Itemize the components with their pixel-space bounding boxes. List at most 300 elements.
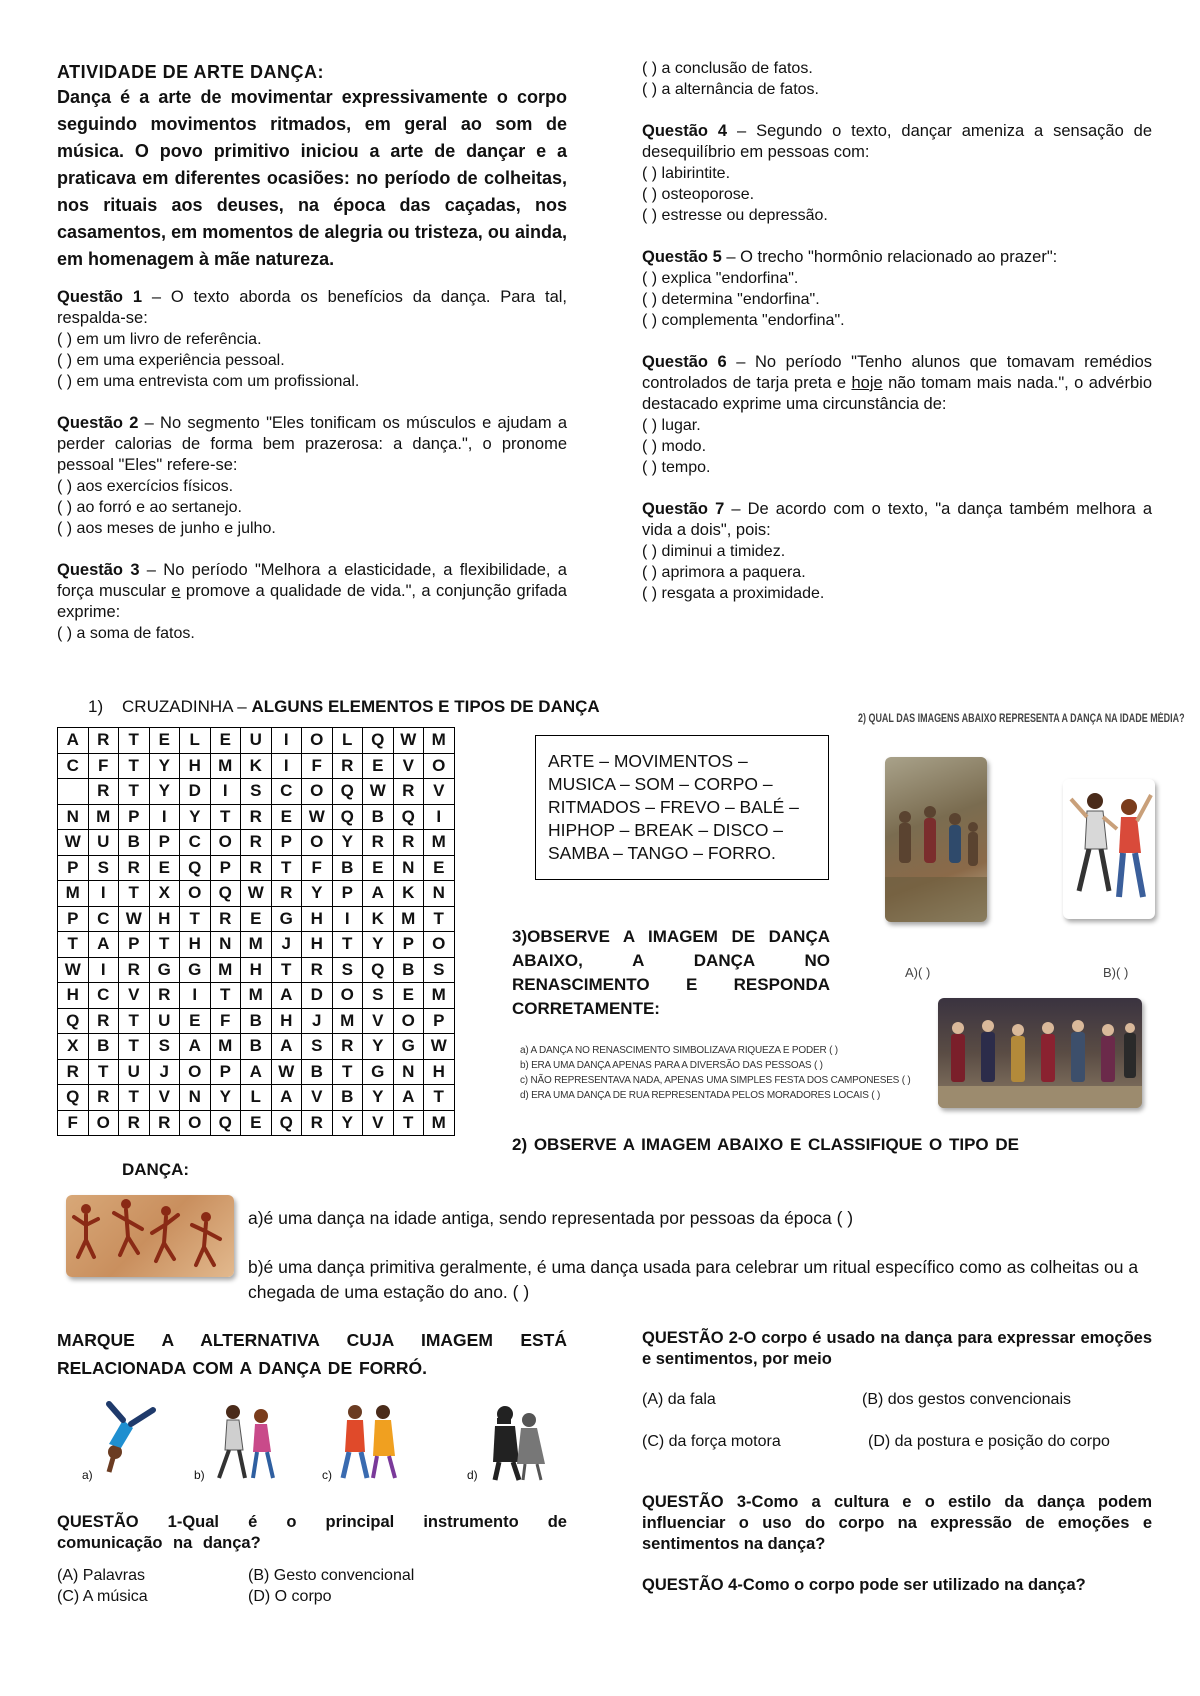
grid-cell[interactable]: E [241,906,272,932]
grid-cell[interactable]: C [88,983,119,1009]
grid-cell[interactable]: I [424,804,455,830]
grid-cell[interactable]: R [332,1034,363,1060]
grid-cell[interactable]: C [88,906,119,932]
medieval-question-heading: 2) QUAL DAS IMAGENS ABAIXO REPRESENTA A DANÇA NA IDADE MÉDIA? [858,713,1185,725]
grid-cell[interactable]: S [302,1034,333,1060]
grid-cell[interactable]: Y [180,804,211,830]
option[interactable]: ( ) explica "endorfina". [642,270,799,287]
grid-cell[interactable]: Y [332,830,363,856]
grid-cell[interactable]: I [210,779,241,805]
grid-cell[interactable]: T [210,983,241,1009]
grid-cell[interactable]: W [58,957,89,983]
grid-cell[interactable]: P [424,1008,455,1034]
tango-couple-icon [475,1400,555,1482]
grid-row [58,830,455,856]
grid-cell[interactable]: X [149,881,180,907]
bottom-question-3: QUESTÃO 3-Como a cultura e o estilo da dança podem influenciar o uso do corpo na expressão de emoções e sentimentos na dança? [642,1493,1152,1553]
renaissance-painting-image [938,998,1142,1108]
grid-cell[interactable]: T [119,753,150,779]
option[interactable]: ( ) em uma entrevista com um profissional. [57,373,360,390]
grid-cell[interactable]: J [271,932,302,958]
grid-cell[interactable]: Q [363,957,394,983]
grid-cell[interactable]: E [363,753,394,779]
grid-cell[interactable]: U [149,1008,180,1034]
grid-cell[interactable]: D [180,779,211,805]
forro-label-a[interactable]: a) [82,1468,93,1482]
grid-cell[interactable]: R [241,804,272,830]
grid-cell[interactable]: R [393,830,424,856]
grid-cell[interactable]: T [271,957,302,983]
grid-cell[interactable]: H [149,906,180,932]
grid-cell[interactable]: E [363,855,394,881]
left-column [57,60,567,644]
grid-cell[interactable]: V [424,779,455,805]
option[interactable]: ( ) aos meses de junho e julho. [57,520,276,537]
grid-cell[interactable]: Y [363,932,394,958]
grid-cell[interactable]: N [393,1059,424,1085]
grid-cell[interactable]: G [393,1034,424,1060]
grid-cell[interactable]: T [119,779,150,805]
grid-cell[interactable]: T [119,728,150,754]
grid-cell[interactable]: M [88,804,119,830]
option[interactable]: ( ) ao forró e ao sertanejo. [57,499,242,516]
grid-cell[interactable]: E [241,1110,272,1136]
modern-dance-image [1063,779,1155,919]
option[interactable]: ( ) estresse ou depressão. [642,207,828,224]
bq2-option-a[interactable]: (A) da fala [642,1391,716,1408]
grid-cell[interactable]: Q [393,804,424,830]
grid-cell[interactable]: T [119,1085,150,1111]
grid-cell[interactable]: F [58,1110,89,1136]
grid-cell[interactable]: E [271,804,302,830]
grid-cell[interactable]: D [302,983,333,1009]
grid-cell[interactable]: R [88,1085,119,1111]
grid-cell[interactable]: I [180,983,211,1009]
grid-cell[interactable]: P [393,932,424,958]
grid-cell[interactable]: B [241,1034,272,1060]
intro-text: Dança é a arte de movimentar expressivamente o corpo seguindo movimentos ritmados, em geral ao som de música. O povo primitivo iniciou a arte de dançar e a praticava em diferentes ocasiões: no período de colheitas, nos rituais aos deuses, na época das caçadas, nos casamentos, em momentos de alegria ou tristeza, ou ainda, em homenagem à mãe natureza. [57,87,567,269]
grid-cell[interactable]: W [119,906,150,932]
option[interactable]: b) ERA UMA DANÇA APENAS PARA A DIVERSÃO DAS PESSOAS ( ) [520,1060,823,1071]
question-label: Questão 1 [57,288,143,306]
option[interactable]: ( ) osteoporose. [642,186,755,203]
grid-cell[interactable]: O [180,1059,211,1085]
grid-cell[interactable]: R [88,779,119,805]
question-1: Questão 1 – O texto aborda os benefícios da dança. Para tal, respalda-se: ( ) em um livro de referência. ( ) em uma experiência pessoal. ( ) em uma entrevista com um profissional. [57,288,568,390]
grid-cell[interactable]: V [363,1008,394,1034]
grid-cell[interactable]: T [119,1008,150,1034]
grid-cell[interactable]: P [119,804,150,830]
grid-cell[interactable]: Y [149,779,180,805]
grid-cell[interactable]: R [393,779,424,805]
grid-cell[interactable]: R [241,855,272,881]
grid-cell[interactable]: M [424,830,455,856]
grid-row [58,1110,455,1136]
grid-cell[interactable]: P [210,855,241,881]
grid-cell[interactable]: P [210,1059,241,1085]
grid-cell[interactable]: E [149,728,180,754]
grid-cell[interactable]: Q [210,1110,241,1136]
bq1-option-b[interactable]: (B) Gesto convencional [248,1567,415,1584]
grid-cell[interactable]: Y [210,1085,241,1111]
grid-cell[interactable]: K [363,906,394,932]
classify-option-b[interactable]: b)é uma dança primitiva geralmente, é uma dança usada para celebrar um ritual específico como as colheitas ou a chegada de uma estação do ano. ( ) [248,1257,1139,1302]
grid-cell[interactable]: Y [363,1034,394,1060]
option[interactable]: ( ) em uma experiência pessoal. [57,352,285,369]
grid-cell[interactable]: H [241,957,272,983]
grid-cell[interactable]: V [149,1085,180,1111]
bq1-option-c[interactable]: (C) A música [57,1588,148,1605]
grid-cell[interactable]: J [149,1059,180,1085]
grid-cell[interactable]: T [332,1059,363,1085]
option[interactable]: ( ) resgata a proximidade. [642,585,825,602]
modern-dancers-icon [1063,779,1155,919]
grid-cell[interactable]: W [58,830,89,856]
grid-cell[interactable]: B [332,855,363,881]
grid-cell[interactable]: T [88,1059,119,1085]
grid-cell[interactable]: O [424,932,455,958]
grid-cell[interactable]: B [241,1008,272,1034]
grid-cell[interactable]: P [332,881,363,907]
grid-cell[interactable]: F [302,855,333,881]
grid-cell[interactable]: J [302,1008,333,1034]
grid-cell[interactable]: S [424,957,455,983]
grid-cell[interactable]: S [149,1034,180,1060]
grid-cell[interactable]: Q [58,1008,89,1034]
grid-cell[interactable]: A [180,1034,211,1060]
grid-cell[interactable]: E [424,855,455,881]
grid-cell[interactable]: T [119,881,150,907]
grid-cell[interactable]: P [58,906,89,932]
grid-row [58,1008,455,1034]
grid-cell[interactable]: C [58,753,89,779]
grid-row [58,855,455,881]
grid-cell[interactable]: V [119,983,150,1009]
grid-cell[interactable]: O [180,1110,211,1136]
grid-cell[interactable]: W [393,728,424,754]
grid-cell[interactable]: U [241,728,272,754]
question-3: Questão 3 – No período "Melhora a elasticidade, a flexibilidade, a força muscular e promove a qualidade de vida.", a conjunção grifada exprime: ( ) a soma de fatos. [57,561,567,642]
grid-cell[interactable]: P [271,830,302,856]
grid-cell[interactable]: O [302,779,333,805]
grid-cell[interactable]: I [88,957,119,983]
option[interactable]: ( ) diminui a timidez. [642,543,786,560]
question-label: Questão 2 [57,414,139,432]
grid-cell[interactable]: U [88,830,119,856]
question-2: Questão 2 – No segmento "Eles tonificam os músculos e ajudam a perder calorias de forma bem prazerosa: a dança.", o pronome pessoal "Eles" refere-se: ( ) aos exercícios físicos. ( ) ao forró e ao sertanejo. ( ) aos meses de junho e julho. [57,414,567,537]
grid-cell[interactable]: Q [210,881,241,907]
grid-cell[interactable]: R [149,983,180,1009]
grid-cell[interactable]: N [393,855,424,881]
bottom-question-1: QUESTÃO 1-Qual é o principal instrumento de comunicação na dança? [57,1513,567,1552]
renaissance-options [520,1043,911,1103]
grid-cell[interactable]: I [88,881,119,907]
grid-cell[interactable]: P [149,830,180,856]
grid-cell[interactable]: W [271,1059,302,1085]
grid-cell[interactable]: A [88,932,119,958]
grid-cell[interactable]: S [363,983,394,1009]
grid-cell[interactable]: N [424,881,455,907]
grid-row [58,753,455,779]
grid-cell[interactable]: E [180,1008,211,1034]
grid-cell[interactable]: T [332,932,363,958]
medieval-painting-image [885,757,987,922]
grid-row [58,957,455,983]
option[interactable]: ( ) labirintite. [642,165,731,182]
breakdance-icon [79,1400,161,1475]
grid-cell[interactable] [58,779,89,805]
grid-cell[interactable]: O [210,830,241,856]
grid-cell[interactable]: W [424,1034,455,1060]
right-column [642,58,1152,604]
grid-cell[interactable]: O [332,983,363,1009]
grid-cell[interactable]: C [271,779,302,805]
question-5: Questão 5 – O trecho "hormônio relacionado ao prazer": ( ) explica "endorfina". ( ) determina "endorfina". ( ) complementa "endorfina". [642,247,1152,331]
bq2-option-c[interactable]: (C) da força motora [642,1433,781,1450]
option[interactable]: a) A DANÇA NO RENASCIMENTO SIMBOLIZAVA RIQUEZA E PODER ( ) [520,1045,838,1056]
renaissance-question-heading: 3)OBSERVE A IMAGEM DE DANÇA ABAIXO, A DANÇA NO RENASCIMENTO E RESPONDA CORRETAMENTE: [512,927,830,1018]
grid-cell[interactable]: I [149,804,180,830]
medieval-label-b[interactable]: B)( ) [1103,965,1129,980]
grid-cell[interactable]: L [332,728,363,754]
bottom-question-4: QUESTÃO 4-Como o corpo pode ser utilizado na dança? [642,1576,1086,1594]
grid-cell[interactable]: P [119,932,150,958]
word-search-grid [57,727,455,1136]
grid-cell[interactable]: H [58,983,89,1009]
grid-cell[interactable]: T [424,906,455,932]
grid-cell[interactable]: O [302,830,333,856]
bq2-option-b[interactable]: (B) dos gestos convencionais [862,1391,1071,1408]
grid-cell[interactable]: Y [302,881,333,907]
grid-cell[interactable]: R [119,957,150,983]
grid-cell[interactable]: R [302,1110,333,1136]
grid-cell[interactable]: V [393,753,424,779]
bq2-option-d[interactable]: (D) da postura e posição do corpo [868,1433,1110,1450]
grid-cell[interactable]: I [271,753,302,779]
forro-label-c[interactable]: c) [322,1468,332,1482]
option[interactable]: ( ) modo. [642,438,707,455]
grid-cell[interactable]: E [210,728,241,754]
grid-cell[interactable]: Y [363,1085,394,1111]
grid-cell[interactable]: H [424,1059,455,1085]
grid-cell[interactable]: G [149,957,180,983]
grid-cell[interactable]: E [393,983,424,1009]
option[interactable]: ( ) tempo. [642,459,711,476]
grid-cell[interactable]: S [241,779,272,805]
grid-cell[interactable]: T [58,932,89,958]
grid-cell[interactable]: R [119,1110,150,1136]
grid-cell[interactable]: S [88,855,119,881]
grid-cell[interactable]: R [88,728,119,754]
option[interactable]: ( ) lugar. [642,417,701,434]
classify-question-heading-cont: DANÇA: [122,1160,190,1179]
bq1-option-d[interactable]: (D) O corpo [248,1588,332,1605]
grid-cell[interactable]: U [119,1059,150,1085]
grid-cell[interactable]: M [241,932,272,958]
grid-row [58,983,455,1009]
grid-cell[interactable]: Y [149,753,180,779]
option[interactable]: ( ) determina "endorfina". [642,291,820,308]
grid-cell[interactable]: B [393,957,424,983]
grid-cell[interactable]: T [180,906,211,932]
grid-cell[interactable]: R [332,753,363,779]
grid-cell[interactable]: R [210,906,241,932]
grid-cell[interactable]: B [363,804,394,830]
option[interactable]: ( ) aprimora a paquera. [642,564,806,581]
grid-cell[interactable]: H [180,932,211,958]
grid-cell[interactable]: H [302,906,333,932]
grid-cell[interactable]: G [363,1059,394,1085]
grid-cell[interactable]: M [210,753,241,779]
grid-cell[interactable]: M [210,957,241,983]
grid-cell[interactable]: B [88,1034,119,1060]
grid-row [58,881,455,907]
grid-cell[interactable]: B [119,830,150,856]
grid-cell[interactable]: R [149,1110,180,1136]
grid-cell[interactable]: M [332,1008,363,1034]
medieval-dancers-icon [885,757,987,922]
grid-cell[interactable]: R [119,855,150,881]
grid-cell[interactable]: B [332,1085,363,1111]
grid-cell[interactable]: G [271,906,302,932]
grid-cell[interactable]: Q [363,728,394,754]
grid-cell[interactable]: X [58,1034,89,1060]
grid-cell[interactable]: H [271,1008,302,1034]
question-7: Questão 7 – De acordo com o texto, "a dança também melhora a vida a dois", pois: ( ) diminui a timidez. ( ) aprimora a paquera. ( ) resgata a proximidade. [642,500,1152,602]
grid-cell[interactable]: Q [180,855,211,881]
cave-painting-image [66,1195,234,1277]
medieval-label-a[interactable]: A)( ) [905,965,931,980]
renaissance-dancers-icon [938,998,1142,1108]
grid-cell[interactable]: Q [271,1110,302,1136]
grid-cell[interactable]: I [332,906,363,932]
grid-cell[interactable]: R [271,881,302,907]
grid-cell[interactable]: T [424,1085,455,1111]
grid-cell[interactable]: R [88,1008,119,1034]
grid-row [58,804,455,830]
grid-cell[interactable]: R [58,1059,89,1085]
grid-cell[interactable]: A [271,1085,302,1111]
grid-cell[interactable]: F [302,753,333,779]
grid-cell[interactable]: W [302,804,333,830]
grid-cell[interactable]: N [58,804,89,830]
classify-question-heading: 2) OBSERVE A IMAGEM ABAIXO E CLASSIFIQUE O TIPO DE [512,1135,1019,1154]
grid-cell[interactable]: T [119,1034,150,1060]
grid-cell[interactable]: O [393,1008,424,1034]
grid-cell[interactable]: G [180,957,211,983]
grid-row [58,779,455,805]
classify-option-a[interactable]: a)é uma dança na idade antiga, sendo representada por pessoas da época ( ) [248,1208,854,1228]
grid-cell[interactable]: M [393,906,424,932]
option[interactable]: ( ) a conclusão de fatos. [642,60,813,77]
grid-cell[interactable]: B [302,1059,333,1085]
grid-cell[interactable]: Y [332,1110,363,1136]
grid-cell[interactable]: O [180,881,211,907]
cave-dancers-icon [66,1195,234,1277]
grid-cell[interactable]: P [58,855,89,881]
grid-cell[interactable]: F [210,1008,241,1034]
grid-cell[interactable]: M [424,983,455,1009]
grid-cell[interactable]: W [363,779,394,805]
grid-cell[interactable]: I [271,728,302,754]
forro-label-d[interactable]: d) [467,1468,478,1482]
grid-cell[interactable]: M [58,881,89,907]
grid-cell[interactable]: A [271,1034,302,1060]
grid-cell[interactable]: N [180,1085,211,1111]
grid-cell[interactable]: Q [58,1085,89,1111]
grid-cell[interactable]: M [241,983,272,1009]
grid-cell[interactable]: Q [332,804,363,830]
grid-cell[interactable]: H [180,753,211,779]
grid-cell[interactable]: M [424,728,455,754]
grid-cell[interactable]: W [241,881,272,907]
grid-cell[interactable]: S [332,957,363,983]
grid-cell[interactable]: L [241,1085,272,1111]
grid-row [58,1085,455,1111]
grid-cell[interactable]: H [302,932,333,958]
question-label: Questão 3 [57,561,140,579]
grid-cell[interactable]: V [363,1110,394,1136]
crossword-heading: 1) CRUZADINHA – ALGUNS ELEMENTOS E TIPOS DE DANÇA [88,697,600,716]
grid-cell[interactable]: O [88,1110,119,1136]
option[interactable]: ( ) aos exercícios físicos. [57,478,234,495]
option[interactable]: ( ) em um livro de referência. [57,331,262,348]
grid-cell[interactable]: M [210,1034,241,1060]
grid-cell[interactable]: T [393,1110,424,1136]
grid-cell[interactable]: K [241,753,272,779]
grid-cell[interactable]: T [149,932,180,958]
option[interactable]: ( ) a soma de fatos. [57,625,195,642]
grid-row [58,1034,455,1060]
forro-couple-icon [329,1400,409,1482]
word-list-box: ARTE – MOVIMENTOS – MUSICA – SOM – CORPO – RITMADOS – FREVO – BALÉ – HIPHOP – BREAK – DISCO – SAMBA – TANGO – FORRO. [535,735,829,880]
grid-cell[interactable]: M [424,1110,455,1136]
grid-cell[interactable]: R [241,830,272,856]
grid-cell[interactable]: V [302,1085,333,1111]
grid-row [58,932,455,958]
grid-cell[interactable]: O [302,728,333,754]
grid-cell[interactable]: T [210,804,241,830]
forro-label-b[interactable]: b) [194,1468,205,1482]
grid-cell[interactable]: C [180,830,211,856]
grid-cell[interactable]: R [302,957,333,983]
option[interactable]: c) NÃO REPRESENTAVA NADA, APENAS UMA SIMPLES FESTA DOS CAMPONESES ( ) [520,1075,911,1086]
bq1-option-a[interactable]: (A) Palavras [57,1567,146,1584]
grid-cell[interactable]: K [393,881,424,907]
grid-cell[interactable]: A [241,1059,272,1085]
grid-cell[interactable]: A [58,728,89,754]
grid-cell[interactable]: N [210,932,241,958]
grid-row [58,906,455,932]
grid-cell[interactable]: L [180,728,211,754]
disco-couple-icon [205,1400,285,1482]
grid-cell[interactable]: O [424,753,455,779]
grid-row [58,1059,455,1085]
question-4: Questão 4 – Segundo o texto, dançar ameniza a sensação de desequilíbrio em pessoas com: ( ) labirintite. ( ) osteoporose. ( ) estresse ou depressão. [642,122,1153,224]
grid-cell[interactable]: A [363,881,394,907]
option[interactable]: d) ERA UMA DANÇA DE RUA REPRESENTADA PELOS MORADORES LOCAIS ( ) [520,1090,881,1101]
grid-cell[interactable]: A [393,1085,424,1111]
grid-cell[interactable]: R [363,830,394,856]
grid-cell[interactable]: T [271,855,302,881]
grid-cell[interactable]: E [149,855,180,881]
grid-cell[interactable]: Q [332,779,363,805]
option[interactable]: ( ) a alternância de fatos. [642,81,819,98]
grid-cell[interactable]: F [88,753,119,779]
option[interactable]: ( ) complementa "endorfina". [642,312,845,329]
grid-cell[interactable]: A [271,983,302,1009]
grid-row [58,728,455,754]
